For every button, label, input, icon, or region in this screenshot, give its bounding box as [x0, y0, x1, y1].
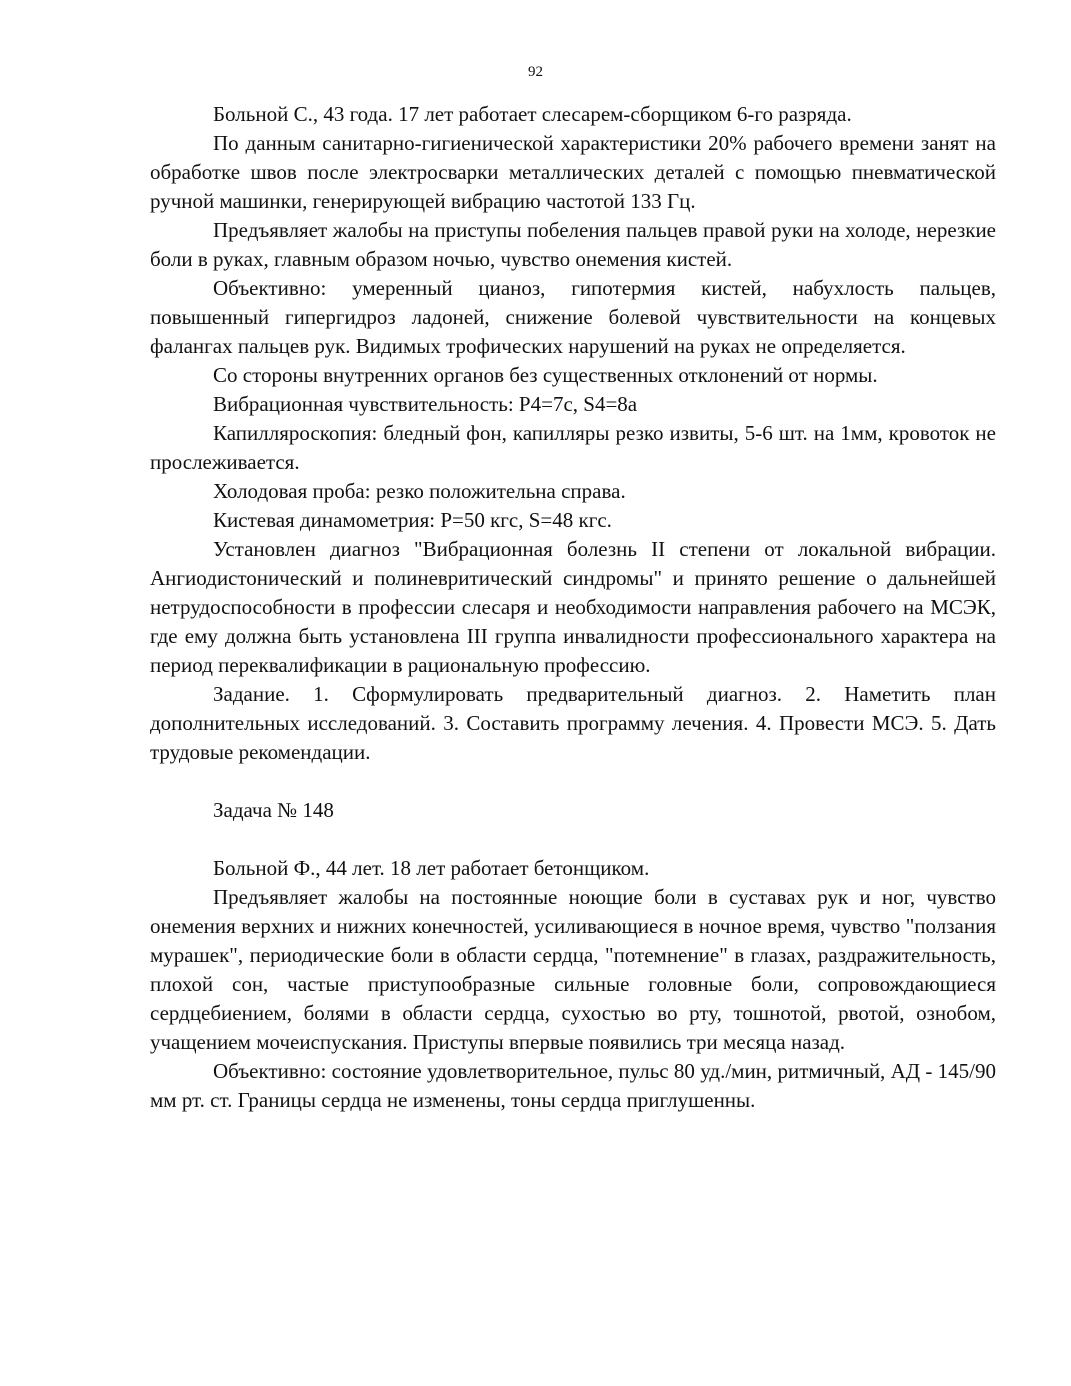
paragraph: Больной Ф., 44 лет. 18 лет работает бетонщиком. [213, 856, 650, 880]
paragraph: Капилляроскопия: бледный фон, капилляры резко извиты, 5-6 шт. на 1мм, кровоток не прослеживается. [150, 421, 996, 474]
paragraph: Объективно: состояние удовлетворительное, пульс 80 уд./мин, ритмичный, АД - 145/90 мм рт. ст. Границы сердца не изменены, тоны сердца приглушенны. [150, 1059, 996, 1112]
paragraph: Задание. 1. Сформулировать предварительный диагноз. 2. Наметить план дополнительных исследований. 3. Составить программу лечения. 4. Провести МСЭ. 5. Дать трудовые рекомендации. [150, 682, 996, 764]
task-heading: Задача № 148 [213, 798, 334, 822]
paragraph: Со стороны внутренних органов без существенных отклонений от нормы. [213, 363, 878, 387]
paragraph: Установлен диагноз "Вибрационная болезнь II степени от локальной вибрации. Ангиодистонический и полиневритический синдромы" и принято решение о дальнейшей нетрудоспособности в профессии слесаря и необходимости направления рабочего на МСЭК, где ему должна быть установлена III группа инвалидности профессионального характера на период переквалификации в рациональную профессию. [150, 537, 996, 677]
paragraph: Предъявляет жалобы на постоянные ноющие боли в суставах рук и ног, чувство онемения верхних и нижних конечностей, усиливающиеся в ночное время, чувство "ползания мурашек", периодические боли в области сердца, "потемнение" в глазах, раздражительность, плохой сон, частые приступообразные сильные головные боли, сопровождающиеся сердцебиением, болями в области сердца, сухостью во рту, тошнотой, рвотой, ознобом, учащением мочеиспускания. Приступы впервые появились три месяца назад. [150, 885, 996, 1054]
paragraph: Холодовая проба: резко положительна справа. [213, 479, 626, 503]
paragraph: Объективно: умеренный цианоз, гипотермия кистей, набухлость пальцев, повышенный гипергидроз ладоней, снижение болевой чувствительности на концевых фалангах пальцев рук. Видимых трофических нарушений на руках не определяется. [150, 276, 996, 358]
paragraph: Больной С., 43 года. 17 лет работает слесарем-сборщиком 6-го разряда. [213, 102, 852, 126]
paragraph: Вибрационная чувствительность: Р4=7с, S4=8а [213, 392, 638, 416]
document-body [150, 100, 996, 1115]
paragraph: По данным санитарно-гигиенической характеристики 20% рабочего времени занят на обработке швов после электросварки металлических деталей с помощью пневматической ручной машинки, генерирующей вибрацию частотой 133 Гц. [150, 131, 996, 213]
page-number: 92 [528, 64, 543, 80]
paragraph: Кистевая динамометрия: Р=50 кгс, S=48 кгс. [213, 508, 612, 532]
paragraph: Предъявляет жалобы на приступы побеления пальцев правой руки на холоде, нерезкие боли в руках, главным образом ночью, чувство онемения кистей. [150, 218, 996, 271]
